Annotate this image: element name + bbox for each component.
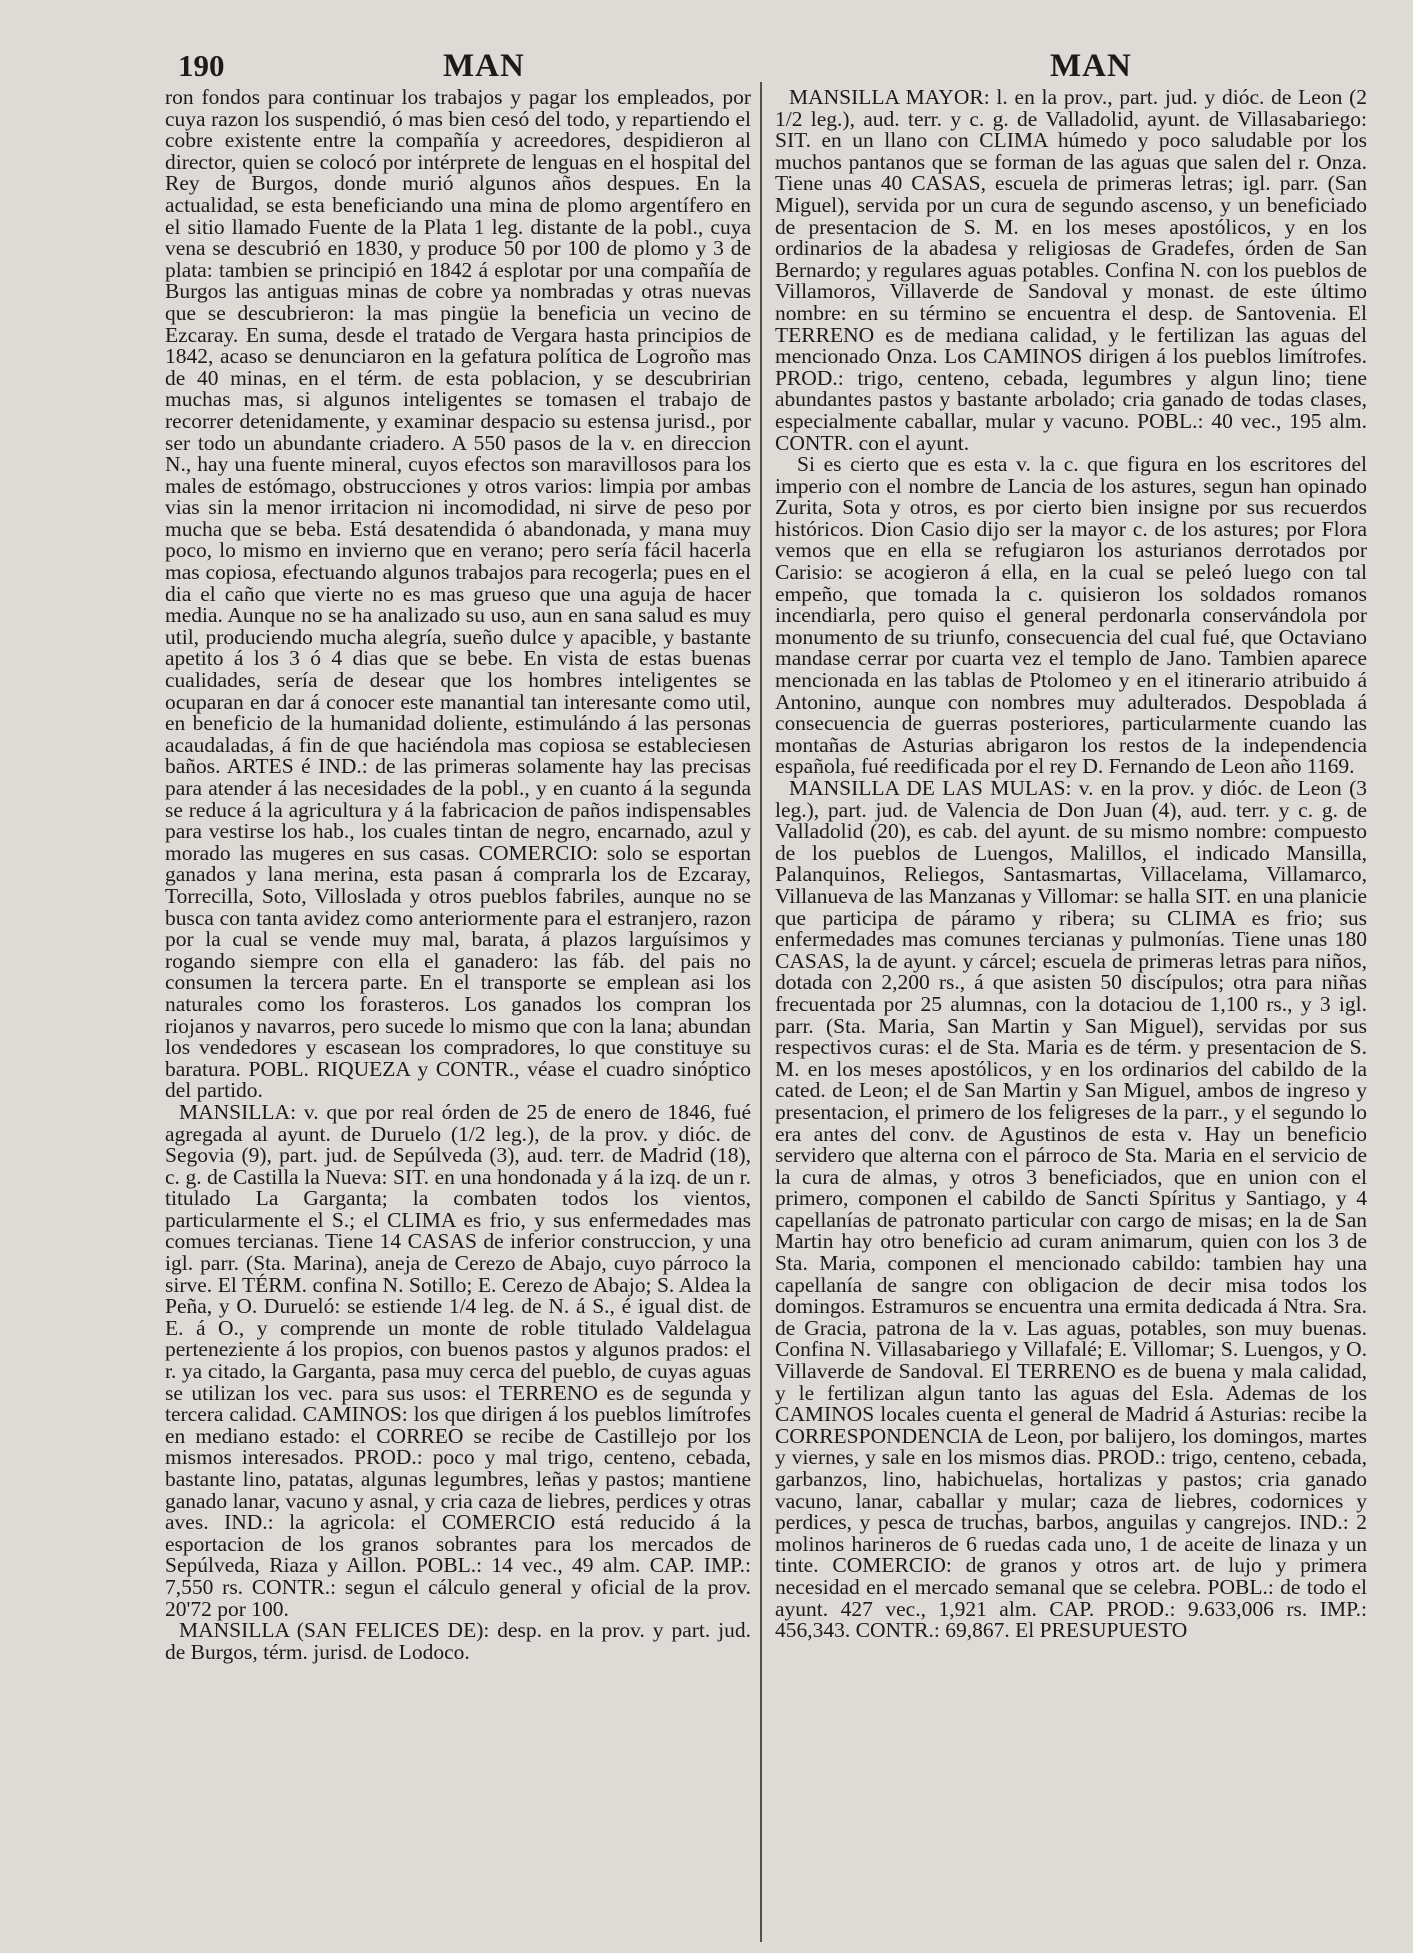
left-column bbox=[165, 87, 751, 1937]
entry-mansilla-de-las-mulas: MANSILLA DE LAS MULAS: v. en la prov. y dióc. de Leon (3 leg.), part. jud. de Valencia de Don Juan (4), aud. terr. y c. g. de Valladolid (20), es cab. del ayunt. de su mismo nombre: compuesto de los pueblos de Luengos, Malillos, el indicado Mansilla, Palanquinos, Reliegos, Santasmartas, Villacelama, Villamarco, Villanueva de las Manzanas y Villomar: se halla SIT. en una planicie que participa de páramo y ribera; su CLIMA es frio; sus enfermedades mas comunes tercianas y pulmonías. Tiene unas 180 CASAS, la de ayunt. y cárcel; escuela de primeras letras para niños, dotada con 2,200 rs., á que asisten 50 discípulos; otra para niñas frecuentada por 25 alumnas, con la dotaciou de 1,100 rs., y 3 igl. parr. (Sta. Maria, San Martin y San Miguel), servidas por sus respectivos curas: el de Sta. Maria es de térm. y presentacion de S. M. en los meses apostólicos, y en los ordinarios del cabildo de la cated. de Leon; el de San Martin y San Miguel, ambos de ingreso y presentacion, el primero de los feligreses de la parr., y el segundo lo era antes del conv. de Agustinos de esta v. Hay un beneficio servidero que alterna con el párroco de Sta. Maria en el servicio de la cura de almas, y otros 3 beneficiados, que en union con el primero, componen el cabildo de Sancti Spíritus y Santiago, y 4 capellanías de patronato particular con cargo de misas; en la de San Martin hay otro beneficio ad curam animarum, quien con los 3 de Sta. Maria, componen el mencionado cabildo: tambien hay una capellanía de sangre con obligacion de decir misa todos los domingos. Estramuros se encuentra una ermita dedicada á Ntra. Sra. de Gracia, patrona de la v. Las aguas, potables, son muy buenas. Confina N. Villasabariego y Villafalé; E. Villomar; S. Luengos, y O. Villaverde de Sandoval. El TERRENO es de buena y mala calidad, y le fertilizan algun tanto las aguas del Esla. Ademas de los CAMINOS locales cuenta el general de Madrid á Asturias: recibe la CORRESPONDENCIA de Leon, por balijero, los domingos, martes y viernes, y sale en los mismos dias. PROD.: trigo, centeno, cebada, garbanzos, lino, habichuelas, hortalizas y pastos; cria ganado vacuno, lanar, caballar y mular; caza de liebres, codornices y perdices, y pesca de truchas, barbos, anguilas y cangrejos. IND.: 2 molinos harineros de 6 ruedas cada uno, 1 de aceite de linaza y un tinte. COMERCIO: de granos y otros art. de lujo y primera necesidad en el mercado semanal que se celebra. POBL.: de todo el ayunt. 427 vec., 1,921 alm. CAP. PROD.: 9.633,006 rs. IMP.: 456,343. CONTR.: 69,867. El PRESUPUESTO bbox=[775, 776, 1367, 1643]
right-column bbox=[775, 87, 1367, 1937]
entry-mansilla-mayor-history: Si es cierto que es esta v. la c. que figura en los escritores del imperio con el nombre de Lancia de los astures, segun han opinado Zurita, Sota y otros, es por cierto bien insigne por sus recuerdos históricos. Dion Casio dijo ser la mayor c. de los astures; por Flora vemos que en ella se refugiaron los asturianos derrotados por Carisio: se acogieron á ella, en la cual se peleó luego con tal empeño, que tomada la c. quisieron los soldados romanos incendiarla, pero quiso el general perdonarla conservándola por monumento de su triunfo, consecuencia del cual fué, que Octaviano mandase cerrar por cuarta vez el templo de Jano. Tambien aparece mencionada en las tablas de Ptolomeo y en el itinerario atribuido á Antonino, aunque con nombres muy adulterados. Despoblada á consecuencia de guerras posteriores, particularmente cuando las montañas de Asturias abrigaron los restos de la independencia española, fué reedificada por el rey D. Fernando de Leon año 1169. bbox=[775, 452, 1367, 779]
right-running-head: MAN bbox=[1050, 48, 1132, 84]
entry-mansilla-san-felices: MANSILLA (SAN FELICES DE): desp. en la prov. y part. jud. de Burgos, térm. jurisd. de Lodoco. bbox=[165, 1618, 751, 1664]
column-divider bbox=[760, 82, 762, 1942]
left-running-head: MAN bbox=[443, 48, 525, 84]
entry-continuation: ron fondos para continuar los trabajos y pagar los empleados, por cuya razon los suspendió, ó mas bien cesó del todo, y repartiendo el cobre existente entre la compañía y acreedores, despidieron al director, quien se colocó por intérprete de lenguas en el hospital del Rey de Burgos, donde murió algunos años despues. En la actualidad, se esta beneficiando una mina de plomo argentífero en el sitio llamado Fuente de la Plata 1 leg. distante de la pobl., cuya vena se descubrió en 1830, y produce 50 por 100 de plomo y 3 de plata: tambien se principió en 1842 á esplotar por una compañía de Burgos las antiguas minas de cobre ya nombradas y otras nuevas que se descubrieron: la mas pingüe la beneficia un vecino de Ezcaray. En suma, desde el tratado de Vergara hasta principios de 1842, acaso se denunciaron en la gefatura política de Logroño mas de 40 minas, en el térm. de esta poblacion, y se descubririan muchas mas, si algunos inteligentes se tomasen el trabajo de recorrer detenidamente, y examinar despacio su estensa jurisd., por ser todo un abundante criadero. A 550 pasos de la v. en direccion N., hay una fuente mineral, cuyos efectos son maravillosos para los males de estómago, obstrucciones y otros varios: limpia por ambas vias sin la menor irritacion ni incomodidad, ni sirve de peso por mucha que se beba. Está desatendida ó abandonada, y mana muy poco, lo mismo en invierno que en verano; pero sería fácil hacerla mas copiosa, efectuando algunos trabajos para recogerla; pues en el dia el caño que vierte no es mas grueso que una aguja de hacer media. Aunque no se ha analizado su uso, aun en sana salud es muy util, produciendo mucha alegría, sueño dulce y apacible, y bastante apetito á los 3 ó 4 dias que se bebe. En vista de estas buenas cualidades, sería de desear que los hombres inteligentes se ocuparan en dar á conocer este manantial tan interesante como util, en beneficio de la humanidad doliente, estimulándo á las personas acaudaladas, á fin de que haciéndola mas copiosa se estableciesen baños. ARTES é IND.: de las primeras solamente hay las precisas para atender á las necesidades de la pobl., y en cuanto á la segunda se reduce á la agricultura y á la fabricacion de paños indispensables para vestirse los hab., los cuales tintan de negro, encarnado, azul y morado las mugeres en sus casas. COMERCIO: solo se esportan ganados y lana merina, esta pasan á comprarla los de Ezcaray, Torrecilla, Soto, Villoslada y otros pueblos fabriles, aunque no se busca con tanta avidez como anteriormente para el estranjero, razon por la cual se vende muy mal, barata, á plazos larguísimos y rogando siempre con ella el ganadero: las fáb. del pais no consumen la tercera parte. En el transporte se emplean asi los naturales como los forasteros. Los ganados los compran los riojanos y navarros, pero sucede lo mismo que con la lana; abundan los vendedores y escasean los compradores, lo que constituye su baratura. POBL. RIQUEZA y CONTR., véase el cuadro sinóptico del partido. bbox=[165, 87, 751, 1103]
entry-mansilla: MANSILLA: v. que por real órden de 25 de enero de 1846, fué agregada al ayunt. de Duruelo (1/2 leg.), de la prov. y dióc. de Segovia (9), part. jud. de Sepúlveda (3), aud. terr. de Madrid (18), c. g. de Castilla la Nueva: SIT. en una hondonada y á la izq. de un r. titulado La Garganta; la combaten todos los vientos, particularmente el S.; el CLIMA es frio, y sus enfermedades mas comues tercianas. Tiene 14 CASAS de inferior construccion, y una igl. parr. (Sta. Marina), aneja de Cerezo de Abajo, cuyo párroco la sirve. El TÉRM. confina N. Sotillo; E. Cerezo de Abajo; S. Aldea la Peña, y O. Durueló: se estiende 1/4 leg. de N. á S., é igual dist. de E. á O., y comprende un monte de roble titulado Valdelagua perteneziente á los propios, con buenos pastos y algunos prados: el r. ya citado, la Garganta, pasa muy cerca del pueblo, de cuyas aguas se utilizan los vec. para sus usos: el TERRENO es de segunda y tercera calidad. CAMINOS: los que dirigen á los pueblos limítrofes en mediano estado: el CORREO se recibe de Castillejo por los mismos interesados. PROD.: poco y mal trigo, centeno, cebada, bastante lino, patatas, algunas legumbres, leñas y pastos; mantiene ganado lanar, vacuno y asnal, y cria caza de liebres, perdices y otras aves. IND.: la agricola: el COMERCIO está reducido á la esportacion de los granos sobrantes para los mercados de Sepúlveda, Riaza y Aillon. POBL.: 14 vec., 49 alm. CAP. IMP.: 7,550 rs. CONTR.: segun el cálculo general y oficial de la prov. 20'72 por 100. bbox=[165, 1099, 751, 1621]
entry-mansilla-mayor: MANSILLA MAYOR: l. en la prov., part. jud. y dióc. de Leon (2 1/2 leg.), aud. terr. y c. g. de Valladolid, ayunt. de Villasabariego: SIT. en un llano con CLIMA húmedo y poco saludable por los muchos pantanos que se forman de las aguas que salen del r. Onza. Tiene unas 40 CASAS, escuela de primeras letras; igl. parr. (San Miguel), servida por un cura de segundo ascenso, y un beneficiado de presentacion de S. M. en los meses apostólicos, y en los ordinarios de la abadesa y religiosas de Gradefes, órden de San Bernardo; y regulares aguas potables. Confina N. con los pueblos de Villamoros, Villaverde de Sandoval y monast. de este último nombre: en su término se encuentra el desp. de Santovenia. El TERRENO es de mediana calidad, y le fertilizan las aguas del mencionado Onza. Los CAMINOS dirigen á los pueblos limítrofes. PROD.: trigo, centeno, cebada, legumbres y algun lino; tiene abundantes pastos y bastante arbolado; cria ganado de todas clases, especialmente caballar, mular y vacuno. POBL.: 40 vec., 195 alm. CONTR. con el ayunt. bbox=[775, 87, 1367, 455]
page-number: 190 bbox=[178, 48, 225, 83]
page-header bbox=[178, 48, 1378, 88]
